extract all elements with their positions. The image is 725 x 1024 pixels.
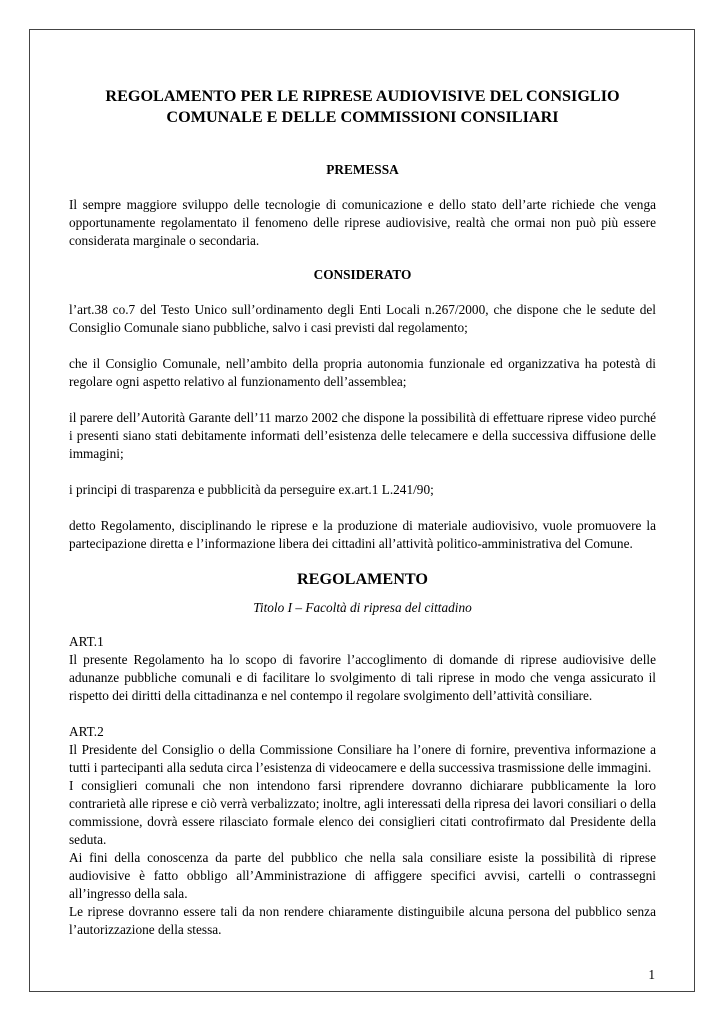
considerato-paragraph-3: il parere dell’Autorità Garante dell’11 marzo 2002 che dispone la possibilità di effettuare riprese video purché i presenti siano stati debitamente informati dell’esistenza delle telecamere e della successiva diffusione delle immagini; <box>69 410 656 461</box>
title-line-1: REGOLAMENTO PER LE RIPRESE AUDIOVISIVE DEL CONSIGLIO <box>105 87 620 105</box>
art2-paragraph-3: Ai fini della conoscenza da parte del pubblico che nella sala consiliare esiste la possibilità di riprese audiovisive è fatto obbligo all’Amministrazione di affiggere specifici avvisi, cartelli o contrassegni all’ingresso della sala. <box>69 850 656 901</box>
considerato-paragraph-1: l’art.38 co.7 del Testo Unico sull’ordinamento degli Enti Locali n.267/2000, che dispone che le sedute del Consiglio Comunale siano pubbliche, salvo i casi previsti dal regolamento; <box>69 302 656 335</box>
art1-paragraph: Il presente Regolamento ha lo scopo di favorire l’accoglimento di domande di riprese audiovisive delle adunanze pubbliche comunali e di facilitare lo svolgimento di tali riprese in modo che venga assicurato il rispetto dei diritti della cittadinanza e nel contempo il regolare svolgimento dell’attività consiliare. <box>69 652 656 703</box>
regolamento-heading: REGOLAMENTO <box>296 570 429 588</box>
premessa-heading: PREMESSA <box>326 162 399 177</box>
document-body <box>69 86 656 939</box>
art2-paragraph-4: Le riprese dovranno essere tali da non rendere chiaramente distinguibile alcuna persona del pubblico senza l’autorizzazione della stessa. <box>69 904 656 937</box>
considerato-paragraph-5: detto Regolamento, disciplinando le riprese e la produzione di materiale audiovisivo, vuole promuovere la partecipazione diretta e l’informazione libera dei cittadini all’attività politico-amministrativa del Comune. <box>69 518 656 551</box>
considerato-paragraph-4: i principi di trasparenza e pubblicità da perseguire ex.art.1 L.241/90; <box>69 482 434 497</box>
page-number: 1 <box>648 967 655 982</box>
document-title <box>69 86 656 128</box>
art1-label: ART.1 <box>69 634 104 649</box>
art2-label: ART.2 <box>69 724 104 739</box>
titolo-subtitle: Titolo I – Facoltà di ripresa del cittadino <box>253 600 472 615</box>
considerato-paragraph-2: che il Consiglio Comunale, nell’ambito della propria autonomia funzionale ed organizzativa ha potestà di regolare ogni aspetto relativo al funzionamento dell’assemblea; <box>69 356 656 389</box>
art2-paragraph-1: Il Presidente del Consiglio o della Commissione Consiliare ha l’onere di fornire, preventiva informazione a tutti i partecipanti alla seduta circa l’esistenza di videocamere e della successiva trasmissione delle immagini. <box>69 742 656 775</box>
art2-paragraph-2: I consiglieri comunali che non intendono farsi riprendere dovranno dichiarare pubblicamente la loro contrarietà alle riprese e ciò verrà verbalizzato; inoltre, agli interessati della ripresa dei lavori consiliari o della commissione, dovrà essere rilasciato formale elenco dei consiglieri citati controfirmato dal Presidente della seduta. <box>69 778 656 847</box>
considerato-heading: CONSIDERATO <box>313 267 412 282</box>
premessa-paragraph: Il sempre maggiore sviluppo delle tecnologie di comunicazione e dello stato dell’arte richiede che venga opportunamente regolamentato il fenomeno delle riprese audiovisive, realtà che ormai non può più essere considerata marginale o secondaria. <box>69 197 656 248</box>
title-line-2: COMUNALE E DELLE COMMISSIONI CONSILIARI <box>166 108 559 126</box>
